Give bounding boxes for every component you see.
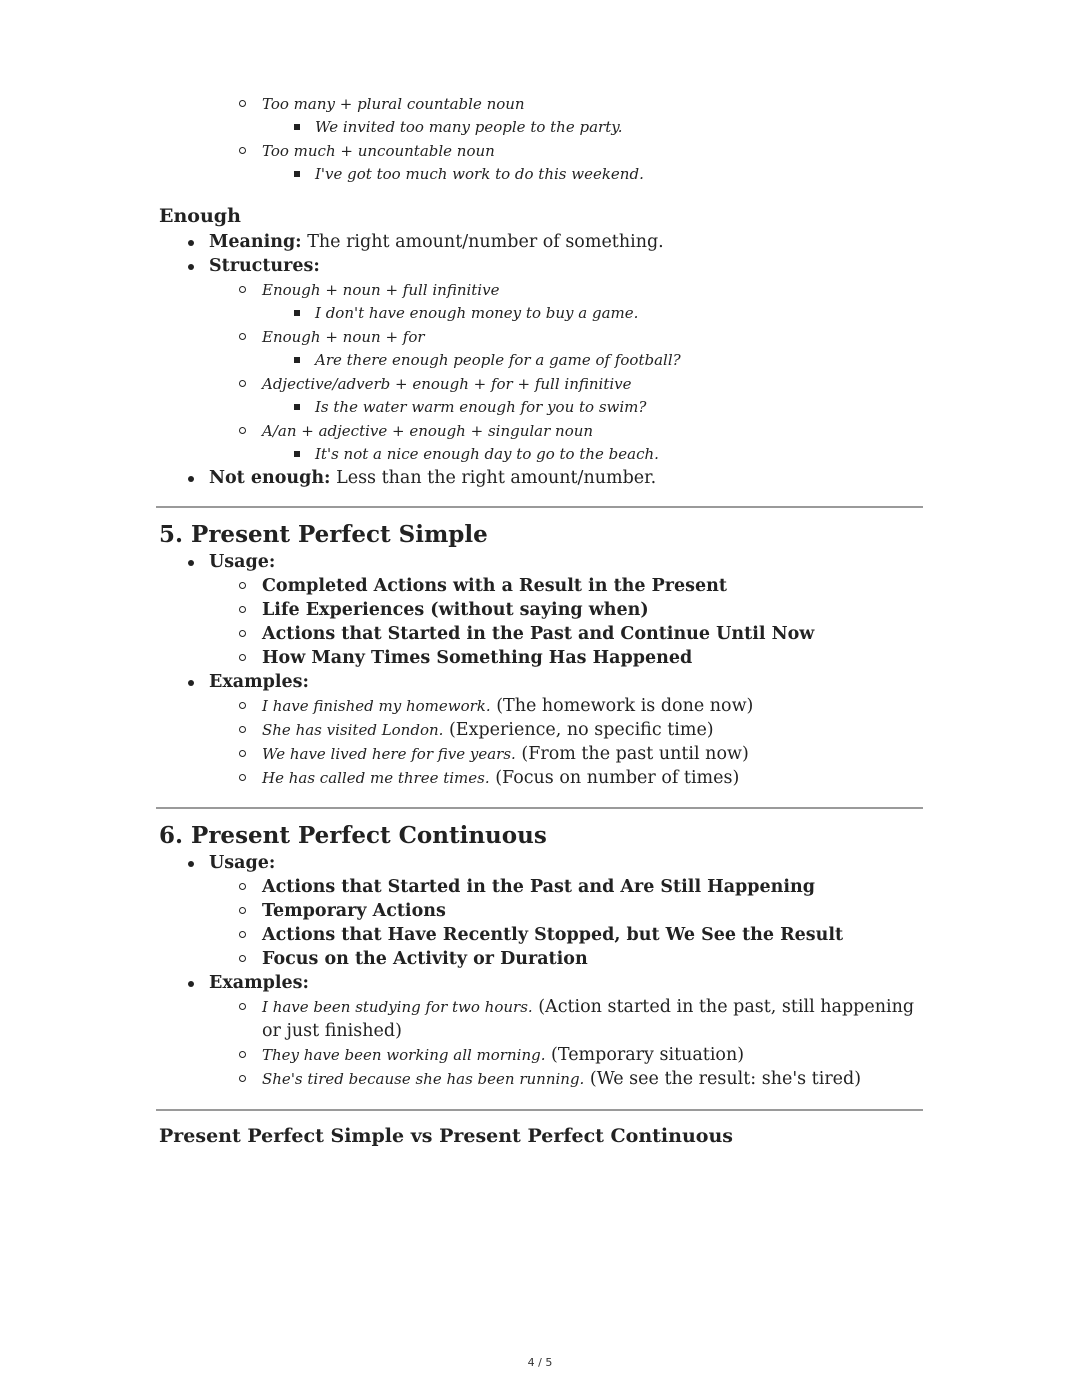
page-number: 4 / 5	[527, 1356, 553, 1369]
usage-entry: Actions that Started in the Past and Are Still Happening	[209, 875, 923, 899]
structure-pattern: Enough + noun + for	[262, 328, 425, 346]
example-sentence: It's not a nice enough day to go to the beach.	[262, 443, 923, 466]
structure-pattern: A/an + adjective + enough + singular noun	[262, 422, 594, 440]
list-item	[209, 372, 923, 419]
example-entry	[209, 766, 923, 790]
example-note: (From the past until now)	[515, 744, 749, 764]
example-sentence: Is the water warm enough for you to swim?	[262, 396, 923, 419]
meaning-text: The right amount/number of something.	[301, 232, 664, 252]
document-page	[159, 92, 923, 1147]
ppc-list	[159, 851, 923, 1091]
example-note: (Temporary situation)	[545, 1045, 745, 1065]
example-entry	[209, 718, 923, 742]
example-entry	[209, 1067, 923, 1091]
usage-entry: Actions that Started in the Past and Continue Until Now	[209, 622, 923, 646]
example-entry	[209, 694, 923, 718]
list-item	[209, 92, 923, 139]
comparison-section	[159, 1123, 923, 1149]
example-list	[262, 116, 923, 139]
list-item	[209, 325, 923, 372]
example-sentence: I don't have enough money to buy a game.	[262, 302, 923, 325]
example-sentence: I have finished my homework.	[262, 697, 491, 715]
usage-entry: Life Experiences (without saying when)	[209, 598, 923, 622]
comparison-heading: Present Perfect Simple vs Present Perfect Continuous	[159, 1125, 733, 1147]
not-enough-item	[159, 466, 923, 490]
list-item	[209, 278, 923, 325]
section-title: 6. Present Perfect Continuous	[159, 822, 547, 849]
example-sentence: We invited too many people to the party.	[262, 116, 923, 139]
structure-pattern: Too much + uncountable noun	[262, 142, 495, 160]
example-sentence: She has visited London.	[262, 721, 444, 739]
usage-entry: Focus on the Activity or Duration	[209, 947, 923, 971]
example-list	[262, 349, 923, 372]
usage-label: Usage:	[209, 552, 276, 572]
example-note: (Action started in the past, still happening or just finished)	[262, 997, 915, 1041]
not-enough-label: Not enough:	[209, 468, 331, 488]
example-note: (We see the result: she's tired)	[584, 1069, 862, 1089]
structure-pattern: Too many + plural countable noun	[262, 95, 525, 113]
example-note: (Experience, no specific time)	[443, 720, 714, 740]
examples-item	[159, 971, 923, 1091]
example-sentence: I have been studying for two hours.	[262, 998, 533, 1016]
example-list	[262, 443, 923, 466]
example-sentence: I've got too much work to do this weekend.	[262, 163, 923, 186]
example-sentence: Are there enough people for a game of football?	[262, 349, 923, 372]
usage-entry: Completed Actions with a Result in the Present	[209, 574, 923, 598]
example-sentence: She's tired because she has been running.	[262, 1070, 585, 1088]
section-present-perfect-continuous	[159, 821, 923, 1091]
usage-item	[159, 550, 923, 670]
usage-label: Usage:	[209, 853, 276, 873]
meaning-label: Meaning:	[209, 232, 302, 252]
list-item	[209, 139, 923, 186]
structures-label: Structures:	[209, 256, 320, 276]
enough-heading: Enough	[159, 205, 241, 227]
usage-list	[209, 875, 923, 971]
example-sentence: They have been working all morning.	[262, 1046, 546, 1064]
usage-item	[159, 851, 923, 971]
example-list	[262, 396, 923, 419]
example-sentence: We have lived here for five years.	[262, 745, 516, 763]
section-title: 5. Present Perfect Simple	[159, 521, 488, 548]
section-divider	[156, 807, 923, 809]
not-enough-text: Less than the right amount/number.	[330, 468, 657, 488]
usage-list	[209, 574, 923, 670]
example-entry	[209, 995, 923, 1043]
usage-entry: How Many Times Something Has Happened	[209, 646, 923, 670]
pps-list	[159, 550, 923, 790]
usage-entry: Actions that Have Recently Stopped, but We See the Result	[209, 923, 923, 947]
structure-pattern: Enough + noun + full infinitive	[262, 281, 500, 299]
section-present-perfect-simple	[159, 520, 923, 790]
list-item	[209, 419, 923, 466]
example-entry	[209, 1043, 923, 1067]
section-divider	[156, 1109, 923, 1111]
structure-pattern: Adjective/adverb + enough + for + full infinitive	[262, 375, 632, 393]
section-divider	[156, 506, 923, 508]
usage-entry: Temporary Actions	[209, 899, 923, 923]
examples-label: Examples:	[209, 973, 309, 993]
example-sentence: He has called me three times.	[262, 769, 490, 787]
meaning-item	[159, 230, 923, 254]
example-note: (The homework is done now)	[490, 696, 754, 716]
examples-label: Examples:	[209, 672, 309, 692]
example-list	[262, 302, 923, 325]
example-list	[262, 163, 923, 186]
examples-item	[159, 670, 923, 790]
enough-structures-list	[209, 278, 923, 466]
structures-item	[159, 254, 923, 466]
too-structures-list	[209, 92, 923, 186]
examples-list	[209, 694, 923, 790]
enough-list	[159, 230, 923, 490]
examples-list	[209, 995, 923, 1091]
example-note: (Focus on number of times)	[489, 768, 740, 788]
example-entry	[209, 742, 923, 766]
